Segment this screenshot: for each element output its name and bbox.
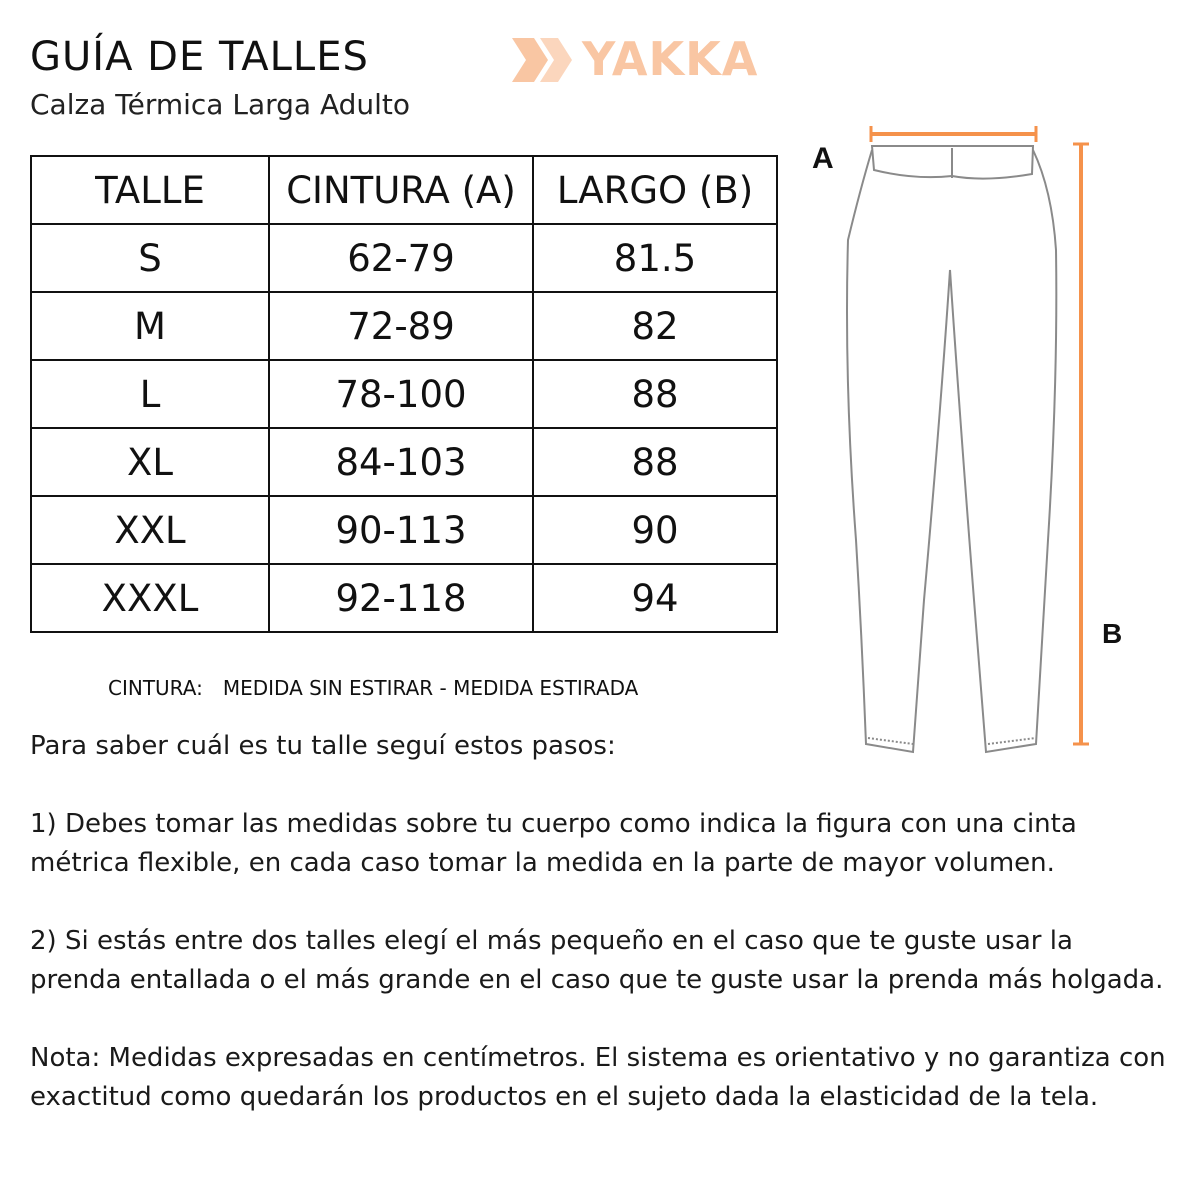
waist-measure-note — [108, 676, 638, 700]
waist-cell: 92-118 — [269, 564, 533, 632]
length-cell: 81.5 — [533, 224, 777, 292]
page-title: GUÍA DE TALLES — [30, 34, 369, 80]
brand-wordmark: YAKKA — [582, 32, 759, 86]
instructions-intro: Para saber cuál es tu talle seguí estos pasos: — [30, 731, 616, 761]
instructions-note: Nota: Medidas expresadas en centímetros. El sistema es orientativo y no garantiza con exactitud como quedarán los productos en el sujeto dada la elasticidad de la tela. — [30, 1043, 1166, 1112]
logo-mark-icon — [512, 36, 576, 84]
leggings-diagram — [800, 120, 1160, 780]
waist-cell: 62-79 — [269, 224, 533, 292]
length-cell: 88 — [533, 428, 777, 496]
brand-logo — [512, 32, 812, 86]
column-header-cintura: CINTURA (A) — [269, 156, 533, 224]
size-cell: S — [31, 224, 269, 292]
page-subtitle: Calza Térmica Larga Adulto — [30, 88, 411, 121]
waist-note-text: MEDIDA SIN ESTIRAR - MEDIDA ESTIRADA — [222, 676, 639, 700]
length-cell: 90 — [533, 496, 777, 564]
instructions-step-2: 2) Si estás entre dos talles elegí el más pequeño en el caso que te guste usar la prenda entallada o el más grande en el caso que te guste usar la prenda más holgada. — [30, 926, 1164, 995]
size-cell: XXL — [31, 496, 269, 564]
table-row — [31, 496, 777, 564]
table-row — [31, 564, 777, 632]
table-row — [31, 428, 777, 496]
waist-note-label: CINTURA: — [108, 676, 203, 700]
instructions — [30, 727, 1170, 1156]
length-cell: 88 — [533, 360, 777, 428]
instructions-step-1: 1) Debes tomar las medidas sobre tu cuerpo como indica la figura con una cinta métrica flexible, en cada caso tomar la medida en la parte de mayor volumen. — [30, 809, 1077, 878]
size-cell: XXXL — [31, 564, 269, 632]
leggings-outline-icon — [847, 146, 1056, 752]
column-header-largo: LARGO (B) — [533, 156, 777, 224]
length-cell: 82 — [533, 292, 777, 360]
waist-cell: 90-113 — [269, 496, 533, 564]
measure-line-b — [1073, 144, 1089, 744]
column-header-talle: TALLE — [31, 156, 269, 224]
table-row — [31, 224, 777, 292]
size-cell: M — [31, 292, 269, 360]
size-cell: XL — [31, 428, 269, 496]
measure-line-a — [871, 126, 1036, 142]
table-row — [31, 292, 777, 360]
table-row — [31, 360, 777, 428]
waist-cell: 78-100 — [269, 360, 533, 428]
label-a: A — [812, 142, 834, 175]
leggings-illustration — [800, 120, 1160, 780]
waist-cell: 84-103 — [269, 428, 533, 496]
waist-cell: 72-89 — [269, 292, 533, 360]
size-cell: L — [31, 360, 269, 428]
label-b: B — [1102, 618, 1123, 649]
size-table — [30, 155, 778, 633]
length-cell: 94 — [533, 564, 777, 632]
table-header-row — [31, 156, 777, 224]
